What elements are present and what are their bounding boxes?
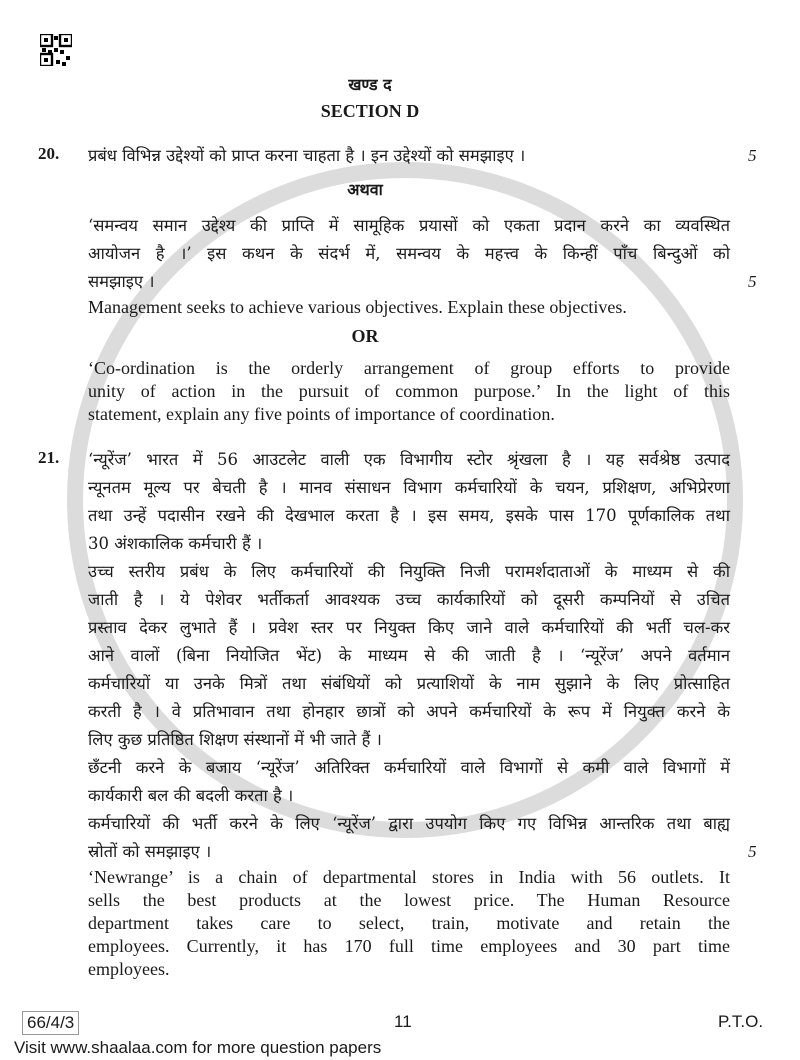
question-21: [38, 446, 757, 981]
page-footer: [0, 1011, 800, 1035]
visit-shaalaa-link[interactable]: Visit www.shaalaa.com for more question papers: [14, 1038, 382, 1057]
q21-hindi-line: उच्च स्तरीय प्रबंध के लिए कर्मचारियों की नियुक्ति निजी परामर्शदाताओं के माध्यम से की: [88, 562, 730, 581]
pto-label: P.T.O.: [718, 1012, 764, 1031]
q21-hindi-line: कर्मचारियों की भर्ती करने के लिए ‘न्यूरेंज’ द्वारा उपयोग किए गए विभिन्न आन्तरिक तथा बाह्य: [88, 814, 730, 833]
q21-hindi-line: तथा उन्हें पदासीन रखने की देखभाल करता है । इस समय, इसके पास 170 पूर्णकालिक तथा: [88, 506, 730, 525]
q20-hindi: प्रबंध विभिन्न उद्देश्यों को प्राप्त करना चाहता है । इन उद्देश्यों को समझाइए ।: [88, 146, 526, 165]
q21-marks: 5: [748, 842, 757, 861]
section-title-english: SECTION D: [320, 101, 420, 121]
q20-alt-hindi-line: ‘समन्वय समान उद्देश्य की प्राप्ति में सामूहिक प्रयासों को एकता प्रदान करने का व्यवस्थित: [88, 216, 730, 235]
q21-hindi-line: आने वालों (बिना नियोजित भेंट) के माध्यम से की जाती है । ‘न्यूरेंज’ अपने वर्तमान: [88, 646, 730, 665]
question-number-20: 20.: [38, 144, 60, 163]
q21-hindi-line: कर्मचारियों या उनके मित्रों तथा संबंधियों को प्रत्याशियों के नाम सुझाने के लिए प्रोत्साहित: [88, 674, 730, 693]
q21-hindi-line: ‘न्यूरेंज’ भारत में 56 आउटलेट वाली एक विभागीय स्टोर श्रृंखला है । यह सर्वश्रेष्ठ उत्पाद: [88, 450, 730, 469]
q21-hindi-line: करती है । वे प्रतिभावान तथा होनहार छात्रों को अपने कर्मचारियों के रूप में नियुक्त करने के: [88, 702, 730, 721]
q20-alt-english-line: statement, explain any five points of importance of coordination.: [88, 404, 555, 424]
q20-alt-hindi-line: समझाइए ।: [88, 272, 155, 291]
q21-english-line: ‘Newrange’ is a chain of departmental stores in India with 56 outlets. It: [88, 867, 730, 887]
question-20: [38, 142, 757, 426]
q20-english: Management seeks to achieve various objectives. Explain these objectives.: [88, 297, 627, 317]
q21-english-line: employees. Currently, it has 170 full time employees and 30 part time: [88, 936, 730, 956]
q21-hindi-line: जाती है । ये पेशेवर भर्तीकर्ता आवश्यक उच्च कार्यकारियों को दूसरी कम्पनियों से उचित: [88, 590, 730, 609]
page-number: 11: [394, 1012, 412, 1031]
qr-code: [40, 34, 72, 66]
q20-alt-english-line: unity of action in the pursuit of common purpose.’ In the light of this: [88, 381, 730, 401]
q21-hindi-line: न्यूनतम मूल्य पर बेचती है । मानव संसाधन विभाग कर्मचारियों के चयन, प्रशिक्षण, अभिप्रेरणा: [88, 478, 730, 497]
q21-hindi-line: 30 अंशकालिक कर्मचारी हैं ।: [88, 534, 263, 553]
or-hindi: अथवा: [347, 180, 383, 199]
paper-code: 66/4/3: [22, 1011, 79, 1035]
or-english: OR: [351, 326, 379, 346]
q21-hindi-line: प्रस्ताव देकर लुभाते हैं । प्रवेश स्तर पर नियुक्त किए जाने वाले कर्मचारियों की भर्ती चल-कर: [88, 618, 730, 637]
q20-alt-english-line: ‘Co-ordination is the orderly arrangement of group efforts to provide: [88, 358, 730, 378]
q21-english-line: employees.: [88, 959, 170, 979]
q21-hindi-line: कार्यकारी बल की बदली करता है ।: [88, 786, 294, 805]
q21-hindi-line: स्रोतों को समझाइए ।: [88, 842, 212, 861]
q20-marks: 5: [748, 146, 757, 165]
q21-english-line: department takes care to select, train, motivate and retain the: [88, 913, 730, 933]
q21-hindi-line: छँटनी करने के बजाय ‘न्यूरेंज’ अतिरिक्त कर्मचारियों वाले विभागों से कमी वाले विभागों में: [88, 758, 730, 777]
q21-english-line: sells the best products at the lowest price. The Human Resource: [88, 890, 730, 910]
q20-alt-hindi-line: आयोजन है ।’ इस कथन के संदर्भ में, समन्वय के महत्त्व के किन्हीं पाँच बिन्दुओं को: [88, 244, 730, 263]
q21-hindi-line: लिए कुछ प्रतिष्ठित शिक्षण संस्थानों में भी जाते हैं ।: [88, 730, 382, 749]
section-title-hindi: खण्ड द: [348, 75, 392, 94]
question-number-21: 21.: [38, 448, 60, 467]
q20-alt-marks: 5: [748, 272, 757, 291]
